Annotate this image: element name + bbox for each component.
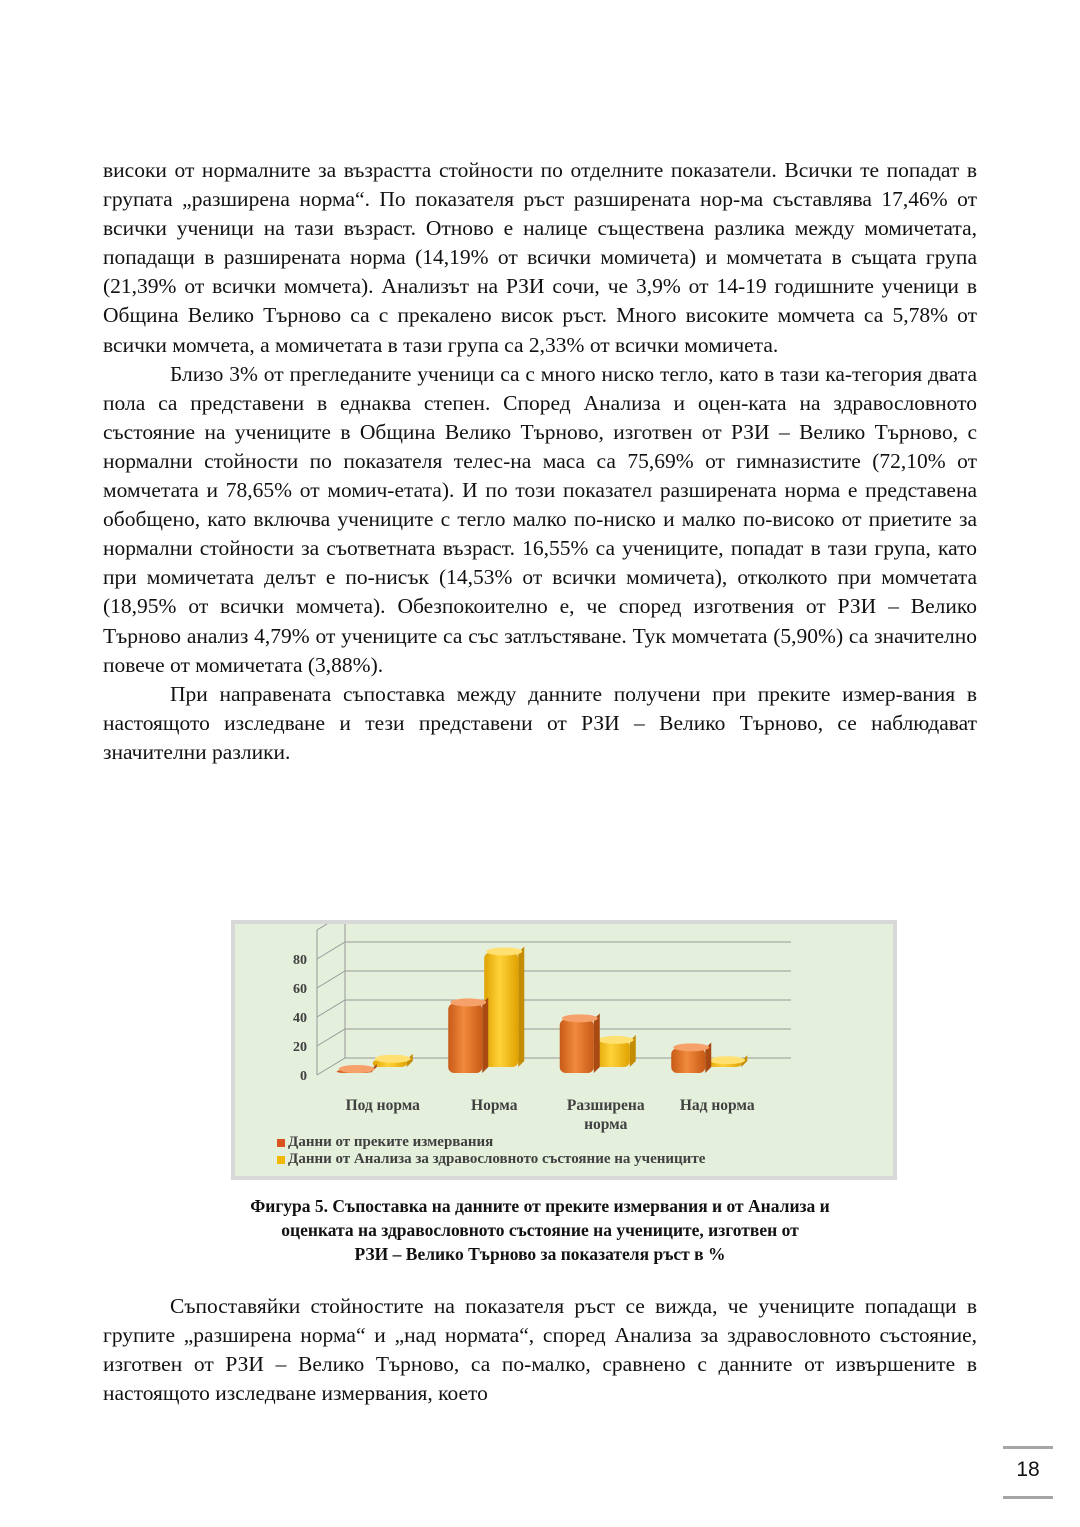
- legend-item: [277, 1151, 705, 1168]
- paragraph: При направената съпоставка между данните получени при преките измер-вания в настоящото изследване и тези представени от РЗИ – Велико Търново, се наблюдават значителни разлики.: [103, 681, 977, 764]
- x-tick-label: норма: [584, 1116, 628, 1133]
- bar-top: [598, 1036, 634, 1044]
- bar-front: [484, 952, 518, 1067]
- bar-side: [518, 946, 524, 1067]
- bar: [337, 1064, 377, 1073]
- bar: [671, 1042, 711, 1073]
- y-tick-label: 20: [293, 1040, 307, 1055]
- caption-line: РЗИ – Велико Търново за показателя ръст в %: [354, 1244, 726, 1264]
- gridline: [317, 942, 791, 959]
- bar: [560, 1013, 600, 1073]
- bar-front: [671, 1048, 705, 1073]
- paragraph: Съпоставяйки стойностите на показателя ръст се вижда, че учениците попадащи в групите „разширена норма“ и „над нормата“, според Анализа за здравословното състояние, изготвен от РЗИ – Велико Търново, са по-малко, сравнено с данните от извършените в настоящото изследване измервания, което: [103, 1294, 977, 1406]
- bar-top: [450, 998, 486, 1006]
- bar-top: [673, 1043, 709, 1051]
- figure-caption: [150, 1194, 930, 1266]
- legend-swatch: [277, 1156, 285, 1164]
- gridline: [317, 924, 791, 930]
- caption-line: Фигура 5. Съпоставка на данните от преките измервания и от Анализа и: [250, 1196, 830, 1216]
- bar-top: [709, 1056, 745, 1064]
- x-tick-label: Норма: [471, 1097, 518, 1114]
- bar-front: [448, 1003, 482, 1073]
- paragraph: Близо 3% от прегледаните ученици са с много ниско тегло, като в тази ка-тегория двата пола са представени в еднаква степен. Според Анализа и оцен-ката на здравословното състояние на учениците в Община Велико Търново, изготвен от РЗИ – Велико Търново, с нормални стойности по показателя телес-на маса са 75,69% от гимназистите (72,10% от момчетата и 78,65% от момич-етата). И по този показател разширената норма е представена обобщено, като включва учениците с тегло малко по-ниско и малко по-високо от приетите за нормални стойности за съответната възраст. 16,55% са учениците, попадат в тази група, като при момичетата делът е по-нисък (14,53% от всички момичета), отколкото при момчетата (18,95% от всички момчета). Обезпокоително е, че според изготвения от РЗИ – Велико Търново анализ 4,79% от учениците са със затлъстяване. Тук момчетата (5,90%) са значително повече от момичетата (3,88%).: [103, 361, 977, 677]
- y-tick-label: 0: [300, 1069, 307, 1084]
- bar-chart: [231, 920, 897, 1180]
- gridline: [317, 971, 791, 988]
- legend-swatch: [277, 1139, 285, 1147]
- legend-label: Данни от преките измервания: [288, 1134, 494, 1150]
- body-text-bottom: [103, 1292, 977, 1408]
- paragraph: високи от нормалните за възрастта стойности по отделните показатели. Всички те попадат в групата „разширена норма“. По показателя ръст разширената нор-ма съставлява 17,46% от всички ученици на тази възраст. Отново е налице съществена разлика между момичетата, попадащи в разширената норма (14,19% от всички момичета) и момчетата в същата група (21,39% от всички момчета). Анализът на РЗИ сочи, че 3,9% от 14-19 годишните ученици в Община Велико Търново са с прекалено висок ръст. Много високите момчета са 5,78% от всички момчета, а момичетата в тази група са 2,33% от всички момичета.: [103, 158, 977, 357]
- gridline: [317, 1000, 791, 1017]
- chart-legend: [277, 1134, 705, 1168]
- x-tick-label: Разширена: [566, 1097, 645, 1114]
- bar-top: [375, 1055, 411, 1063]
- y-tick-label: 80: [293, 953, 307, 968]
- bar-front: [596, 1041, 630, 1067]
- bar: [484, 946, 524, 1067]
- y-tick-label: 60: [293, 982, 307, 997]
- page-number: 18: [1003, 1446, 1053, 1499]
- x-tick-label: Над норма: [679, 1097, 755, 1114]
- bar-top: [339, 1065, 375, 1073]
- x-tick-label: Под норма: [345, 1097, 420, 1114]
- bar: [373, 1054, 413, 1067]
- bar-front: [560, 1019, 594, 1073]
- bar-top: [562, 1014, 598, 1022]
- bar-top: [486, 947, 522, 955]
- bar-side: [482, 997, 488, 1073]
- legend-label: Данни от Анализа за здравословното състояние на учениците: [288, 1151, 706, 1167]
- y-tick-label: 40: [293, 1011, 307, 1026]
- bar: [596, 1035, 636, 1067]
- bar: [707, 1055, 747, 1067]
- legend-item: [277, 1134, 705, 1151]
- bar-side: [594, 1013, 600, 1073]
- body-text-top: [103, 156, 977, 767]
- gridline: [317, 1029, 791, 1046]
- caption-line: оценката на здравословното състояние на учениците, изготвен от: [281, 1220, 799, 1240]
- bar: [448, 997, 488, 1073]
